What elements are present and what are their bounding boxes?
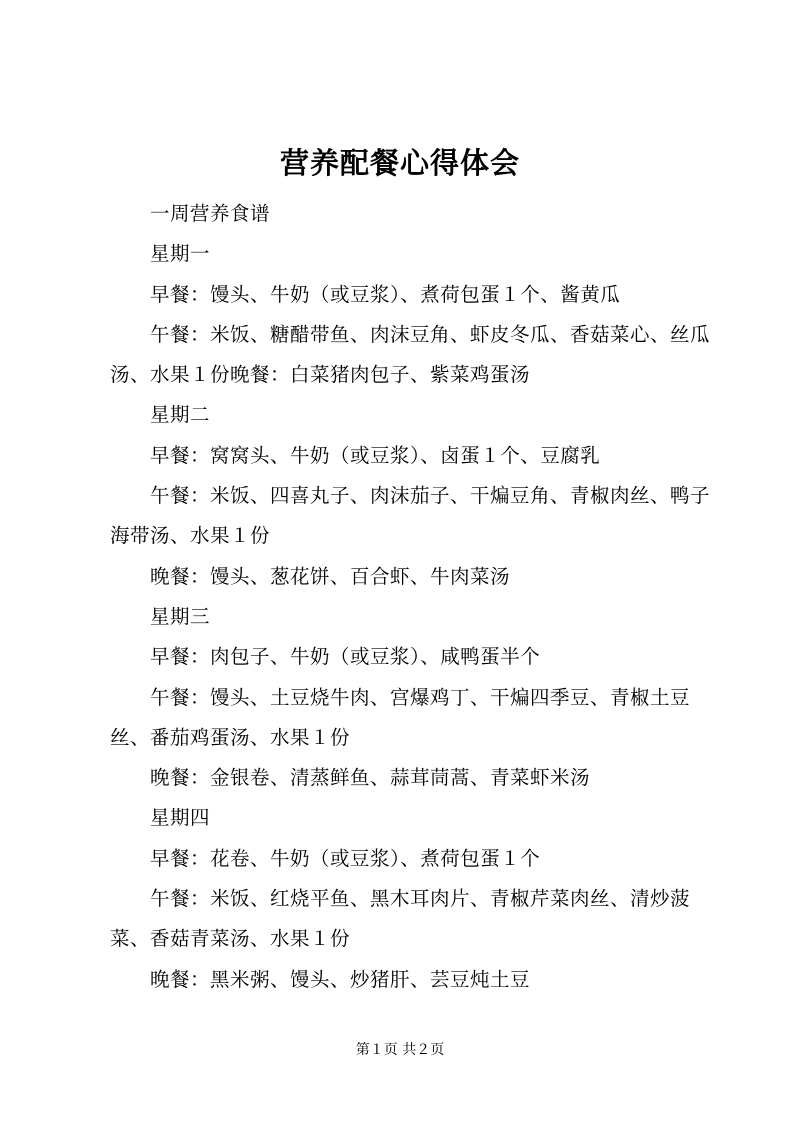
page-title: 营养配餐心得体会 [279,146,520,180]
paragraph-monday: 星期一 [150,242,211,266]
paragraph-monday-lunch-dinner: 午餐：米饭、糖醋带鱼、肉沫豆角、虾皮冬瓜、香菇菜心、丝瓜汤、水果１份晚餐：白菜猪肉包子、紫菜鸡蛋汤 [110,322,711,387]
paragraph-tuesday-breakfast: 早餐：窝窝头、牛奶（或豆浆）、卤蛋１个、豆腐乳 [150,443,601,467]
paragraph-wednesday: 星期三 [150,604,211,628]
paragraph-thursday-breakfast: 早餐：花卷、牛奶（或豆浆）、煮荷包蛋１个 [150,846,541,870]
document-body [110,194,710,1000]
paragraph-monday-breakfast: 早餐：馒头、牛奶（或豆浆）、煮荷包蛋１个、酱黄瓜 [150,282,621,306]
paragraph-thursday: 星期四 [150,806,211,830]
paragraph-wednesday-breakfast: 早餐：肉包子、牛奶（或豆浆）、咸鸭蛋半个 [150,645,541,669]
page-footer: 第１页 共２页 [355,1042,445,1058]
paragraph-wednesday-lunch: 午餐：馒头、土豆烧牛肉、宫爆鸡丁、干煸四季豆、青椒土豆丝、番茄鸡蛋汤、水果１份 [110,685,691,749]
paragraph-tuesday-dinner: 晚餐：馒头、葱花饼、百合虾、牛肉菜汤 [150,564,511,588]
paragraph-tuesday-lunch: 午餐：米饭、四喜丸子、肉沫茄子、干煸豆角、青椒肉丝、鸭子海带汤、水果１份 [110,484,711,548]
paragraph-menu-heading: 一周营养食谱 [150,202,271,225]
paragraph-thursday-dinner: 晚餐：黑米粥、馒头、炒猪肝、芸豆炖土豆 [150,967,531,991]
paragraph-wednesday-dinner: 晚餐：金银卷、清蒸鲜鱼、蒜茸茼蒿、青菜虾米汤 [150,766,591,790]
paragraph-thursday-lunch: 午餐：米饭、红烧平鱼、黑木耳肉片、青椒芹菜肉丝、清炒菠菜、香菇青菜汤、水果１份 [110,887,691,951]
paragraph-tuesday: 星期二 [150,403,211,427]
